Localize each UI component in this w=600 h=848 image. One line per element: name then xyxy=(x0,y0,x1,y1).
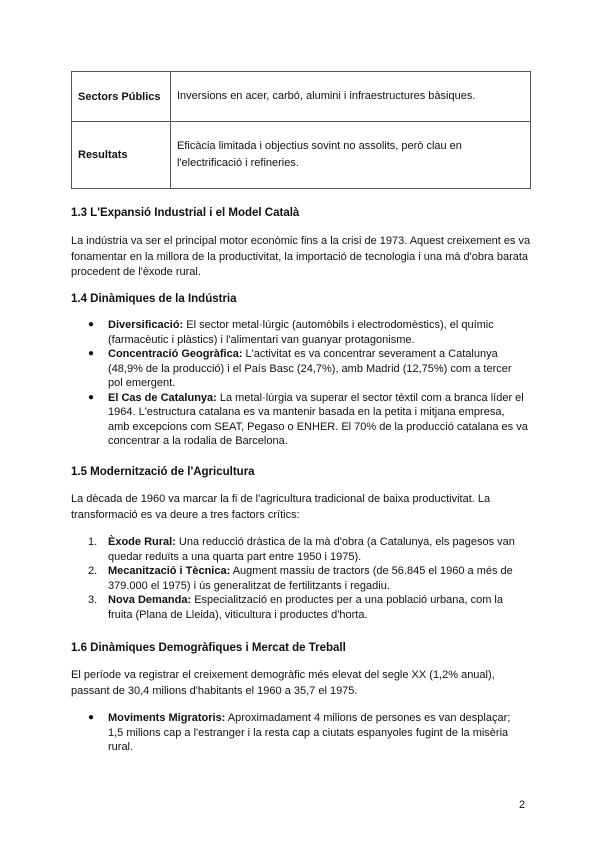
list-item-label: Èxode Rural: xyxy=(108,536,176,548)
list-item xyxy=(88,318,528,347)
table-value-cell: Inversions en acer, carbó, alumini i infraestructures bàsiques. xyxy=(171,72,531,122)
table-key-cell: Sectors Públics xyxy=(72,72,171,122)
section-1-6-bullet-list xyxy=(88,711,528,755)
list-item xyxy=(88,711,528,755)
summary-table xyxy=(71,71,531,189)
list-item-text: La metal·lúrgia va superar el sector tèxtil com a branca líder el 1964. L'estructura catalana es va mantenir basada en la petita i mitjana empresa, amb excepcions com SEAT, Pegaso o ENHER. El 70% de la producció catalana es va concentrar a la rodalia de Barcelona. xyxy=(108,391,528,447)
list-item-label: El Cas de Catalunya: xyxy=(108,391,217,404)
list-number: 3. xyxy=(88,594,98,606)
list-item-text: L'activitat es va concentrar severament a Catalunya (48,9% de la producció) i el País Basc (24,7%), amb Madrid (12,75%) com a tercer pol emergent. xyxy=(108,348,512,389)
bullet-icon: ● xyxy=(88,319,95,330)
section-heading-1-5: 1.5 Modernització de l'Agricultura xyxy=(71,466,255,478)
section-1-5-paragraph: La dècada de 1960 va marcar la fi de l'agricultura tradicional de baixa productivitat. La transformació es va deure a tres factors crítics: xyxy=(71,493,491,521)
table-key-cell: Resultats xyxy=(72,122,171,189)
table-value-cell: Eficàcia limitada i objectius sovint no assolits, però clau en l'electrificació i refineries. xyxy=(171,122,531,189)
list-item xyxy=(88,564,528,593)
section-1-3-paragraph: La indústria va ser el principal motor econòmic fins a la crisi de 1973. Aquest creixement es va fonamentar en la millora de la productivitat, la importació de tecnologia i una mà d'obra barata procedent de l'èxode rural. xyxy=(71,235,531,278)
list-number: 2. xyxy=(88,565,98,577)
list-item-label: Moviments Migratoris: xyxy=(108,712,226,724)
list-item-label: Mecanització i Tècnica: xyxy=(108,565,231,577)
list-item xyxy=(88,391,528,449)
list-item xyxy=(88,347,528,391)
section-heading-1-4: 1.4 Dinàmiques de la Indústria xyxy=(71,293,237,305)
list-item-text: El sector metal·lúrgic (automòbils i electrodomèstics), el químic (farmacèutic i plàstics) i l'alimentari van guanyar protagonisme. xyxy=(108,319,494,346)
table-row xyxy=(72,122,531,189)
list-item xyxy=(88,593,528,622)
table-row xyxy=(72,72,531,122)
list-item-text: Augment massiu de tractors (de 56.845 el 1960 a més de 379.000 el 1975) i ús generalitzat de fertilitzants i regadiu. xyxy=(108,565,513,592)
section-heading-1-6: 1.6 Dinàmiques Demogràfiques i Mercat de Treball xyxy=(71,642,346,654)
list-item-label: Diversificació: xyxy=(108,319,184,331)
section-1-4-bullet-list xyxy=(88,318,528,449)
list-item-text: Especialització en productes per a una població urbana, com la fruita (Plana de Lleida), viticultura i productes d'horta. xyxy=(108,594,503,621)
section-1-5-numbered-list xyxy=(88,535,528,622)
list-item-text: Aproximadament 4 milions de persones es van desplaçar; 1,5 milions cap a l'estranger i la resta cap a ciutats espanyoles fugint de la misèria rural. xyxy=(108,712,511,753)
section-1-6-paragraph: El període va registrar el creixement demogràfic més elevat del segle XX (1,2% anual), passant de 30,4 milions d'habitants el 1960 a 35,7 el 1975. xyxy=(71,669,495,697)
list-item-text: Una reducció dràstica de la mà d'obra (a Catalunya, els pagesos van quedar reduïts a una quarta part entre 1950 i 1975). xyxy=(108,536,515,563)
list-item-label: Concentració Geogràfica: xyxy=(108,348,243,360)
list-number: 1. xyxy=(88,536,98,548)
list-item-label: Nova Demanda: xyxy=(108,594,192,606)
bullet-icon: ● xyxy=(88,348,95,359)
list-item xyxy=(88,535,528,564)
bullet-icon: ● xyxy=(88,391,95,403)
section-heading-1-3: 1.3 L'Expansió Industrial i el Model Català xyxy=(71,207,300,219)
bullet-icon: ● xyxy=(88,712,95,723)
page-number: 2 xyxy=(519,799,526,811)
